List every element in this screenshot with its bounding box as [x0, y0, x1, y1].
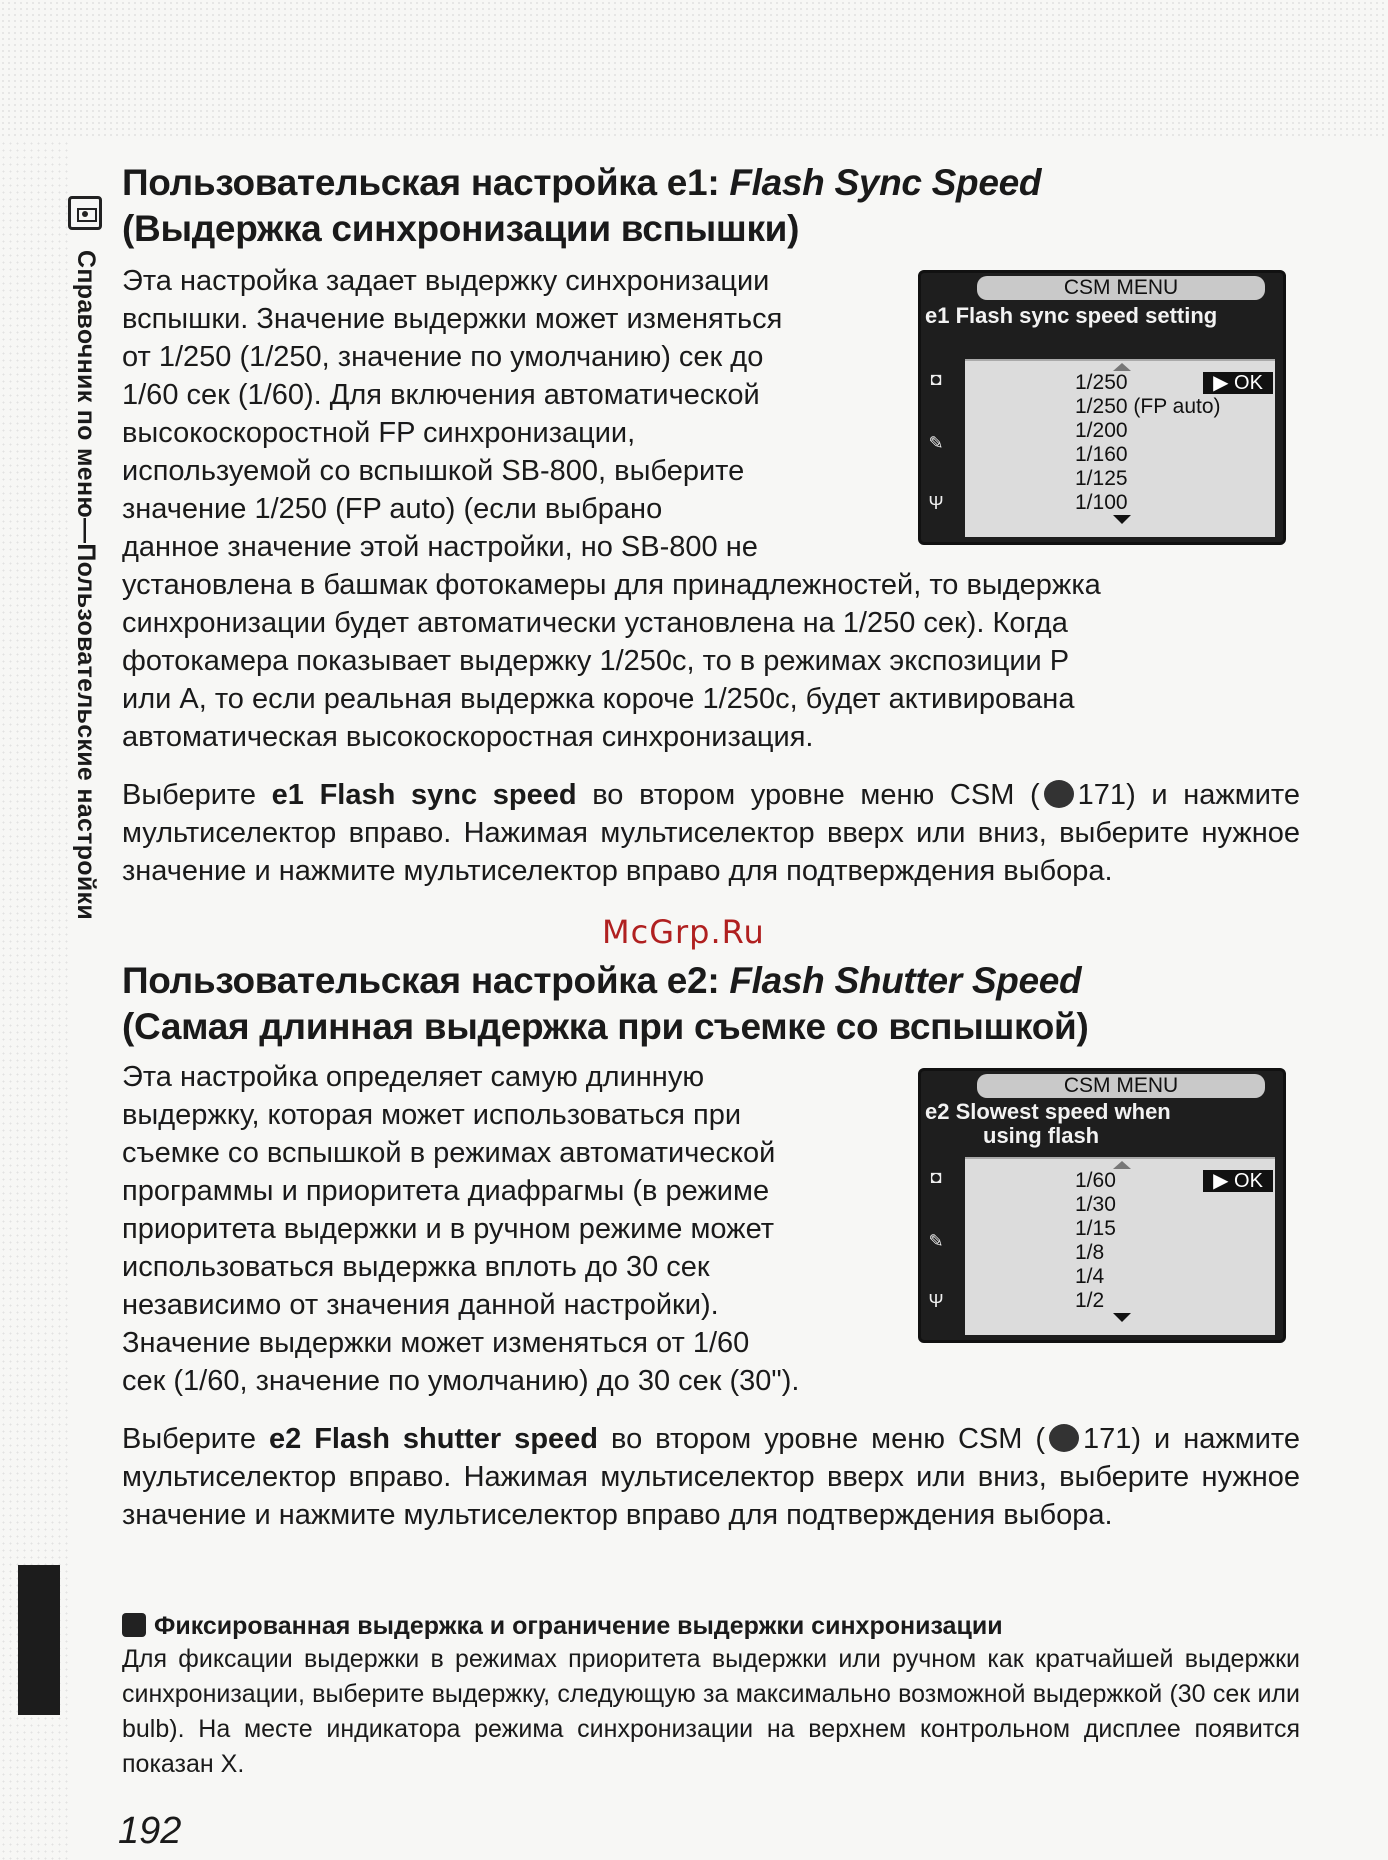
note-icon [122, 1613, 146, 1637]
option-value: 1/2 [1075, 1289, 1105, 1312]
e1-line-12: автоматическая высокоскоростная синхронизация. [122, 721, 814, 753]
ok-badge: ▶ OK [1203, 1170, 1273, 1192]
e2-line-8: сек (1/60, значение по умолчанию) до 30 сек (30"). [122, 1365, 800, 1397]
lcd-option[interactable] [965, 419, 1275, 443]
instr-bold: e1 Flash sync speed [271, 779, 577, 811]
option-value: 1/30 [1075, 1193, 1116, 1216]
chapter-marker [18, 1565, 60, 1715]
section-e1-subtitle: (Выдержка синхронизации вспышки) [122, 208, 800, 249]
ok-badge: ▶ OK [1203, 372, 1273, 394]
wrench-tab-icon: Ψ [928, 1291, 944, 1311]
lcd-option[interactable] [965, 491, 1275, 515]
lcd-option[interactable] [965, 443, 1275, 467]
tip-title-text: Фиксированная выдержка и ограничение выдержки синхронизации [154, 1612, 1003, 1640]
page-ref-icon [1049, 1424, 1079, 1452]
e1-line-7: данное значение этой настройки, но SB-800 не [122, 531, 758, 563]
lcd-option[interactable] [965, 1217, 1275, 1241]
e2-line-2: съемке со вспышкой в режимах автоматической [122, 1137, 776, 1169]
option-value: 1/250 (FP auto) [1075, 395, 1221, 418]
title-english: Flash Shutter Speed [729, 960, 1082, 1001]
lcd-option[interactable] [965, 1241, 1275, 1265]
option-value: 1/8 [1075, 1241, 1105, 1264]
lcd-heading-line2: using flash [983, 1123, 1100, 1148]
e1-line-1: вспышки. Значение выдержки может изменяться [122, 303, 783, 335]
e2-line-0: Эта настройка определяет самую длинную [122, 1061, 705, 1093]
lcd-heading: e1 Flash sync speed setting [925, 303, 1218, 328]
option-value: 1/15 [1075, 1217, 1116, 1240]
wrench-tab-icon: Ψ [928, 493, 944, 513]
lcd-option[interactable] [965, 1169, 1275, 1193]
option-value: 1/4 [1075, 1265, 1105, 1288]
instr-ref: 171 [1083, 1423, 1132, 1455]
lcd-menu-title: CSM MENU [977, 276, 1265, 300]
page-number: 192 [118, 1810, 182, 1852]
watermark: McGrp.Ru [602, 913, 765, 951]
scan-noise-top [0, 0, 1388, 140]
e2-line-6: независимо от значения данной настройки). [122, 1289, 719, 1321]
option-value: 1/160 [1075, 443, 1128, 466]
lcd-option[interactable] [965, 1265, 1275, 1289]
e1-line-10: фотокамера показывает выдержку 1/250с, то в режимах экспозиции P [122, 645, 1070, 677]
pencil-tab-icon: ✎ [928, 1231, 944, 1251]
tip-title [122, 1610, 1300, 1642]
e1-line-4: высокоскоростной FP синхронизации, [122, 417, 636, 449]
option-value: 1/125 [1075, 467, 1128, 490]
scroll-down-icon [1113, 1313, 1131, 1322]
e1-line-5: используемой со вспышкой SB-800, выберите [122, 455, 745, 487]
scroll-up-icon [1113, 363, 1131, 371]
lcd-option[interactable] [965, 1289, 1275, 1313]
e1-line-8: установлена в башмак фотокамеры для принадлежностей, то выдержка [122, 569, 1101, 601]
pencil-tab-icon: ✎ [928, 433, 944, 453]
lcd-option[interactable] [965, 1193, 1275, 1217]
instr-ref: 171 [1077, 779, 1127, 811]
scroll-up-icon [1113, 1161, 1131, 1169]
section-e1-title [122, 160, 1300, 206]
instr-post1: во втором уровне меню CSM ( [598, 1423, 1046, 1455]
instr-post2: ) и нажмите мультиселектор вправо. Нажимая мультиселектор вверх или вниз, выберите нужное значение и нажмите мультиселектор вправо для подтверждения выбора. [122, 1423, 1300, 1531]
lcd-option-list [965, 359, 1275, 537]
instr-pre: Выберите [122, 779, 272, 811]
e1-line-0: Эта настройка задает выдержку синхронизации [122, 265, 770, 297]
title-prefix: Пользовательская настройка e2: [122, 960, 730, 1001]
instr-post1: во втором уровне меню CSM ( [576, 779, 1040, 811]
e2-instruction [122, 1420, 1300, 1534]
lcd-menu-title: CSM MENU [977, 1074, 1265, 1098]
camera-tab-icon: ◘ [930, 1167, 942, 1187]
option-value: 1/200 [1075, 419, 1128, 442]
e2-line-3: программы и приоритета диафрагмы (в режиме [122, 1175, 770, 1207]
title-english: Flash Sync Speed [729, 162, 1042, 203]
e1-line-3: 1/60 сек (1/60). Для включения автоматической [122, 379, 760, 411]
tip-box [122, 1610, 1300, 1782]
instr-bold: e2 Flash shutter speed [268, 1423, 599, 1455]
option-value: 1/60 [1075, 1169, 1116, 1192]
e2-line-5: использоваться выдержка вплоть до 30 сек [122, 1251, 710, 1283]
instr-pre: Выберите [122, 1423, 269, 1455]
e1-line-11: или A, то если реальная выдержка короче 1/250с, будет активирована [122, 683, 1075, 715]
section-e2-title [122, 958, 1300, 1004]
e2-line-7: Значение выдержки может изменяться от 1/60 [122, 1327, 750, 1359]
e2-line-1: выдержку, которая может использоваться при [122, 1099, 742, 1131]
instr-post2: ) и нажмите мультиселектор вправо. Нажимая мультиселектор вверх или вниз, выберите нужное значение и нажмите мультиселектор вправо для подтверждения выбора. [122, 779, 1300, 887]
lcd-screen-e1 [918, 270, 1286, 545]
scroll-down-icon [1113, 515, 1131, 524]
e1-line-6: значение 1/250 (FP auto) (если выбрано [122, 493, 663, 525]
lcd-option[interactable] [965, 371, 1275, 395]
title-prefix: Пользовательская настройка e1: [122, 162, 730, 203]
camera-icon [68, 196, 102, 230]
section-e1-heading [122, 160, 1300, 252]
lcd-option[interactable] [965, 395, 1275, 419]
e1-instruction [122, 776, 1300, 890]
lcd-heading-line1: e2 Slowest speed when [925, 1099, 1171, 1124]
e1-line-2: от 1/250 (1/250, значение по умолчанию) сек до [122, 341, 764, 373]
section-e2-subtitle: (Самая длинная выдержка при съемке со вспышкой) [122, 1006, 1089, 1047]
section-e2-heading [122, 958, 1300, 1050]
camera-tab-icon: ◘ [930, 369, 942, 389]
option-value: 1/250 [1075, 371, 1128, 394]
lcd-option[interactable] [965, 467, 1275, 491]
e2-line-4: приоритета выдержки и в ручном режиме может [122, 1213, 775, 1245]
e1-line-9: синхронизации будет автоматически установлена на 1/250 сек). Когда [122, 607, 1068, 639]
option-value: 1/100 [1075, 491, 1128, 514]
lcd-option-list [965, 1157, 1275, 1335]
tip-text: Для фиксации выдержки в режимах приоритета выдержки или ручном как кратчайшей выдержки синхронизации, выберите выдержку, следующую за максимально возможной выдержкой (30 сек или bulb). На месте индикатора режима синхронизации на верхнем контрольном дисплее появится показан X. [122, 1645, 1300, 1778]
section-side-label: Справочник по меню—Пользовательские настройки [72, 250, 100, 920]
page-ref-icon [1044, 780, 1074, 808]
lcd-screen-e2 [918, 1068, 1286, 1343]
